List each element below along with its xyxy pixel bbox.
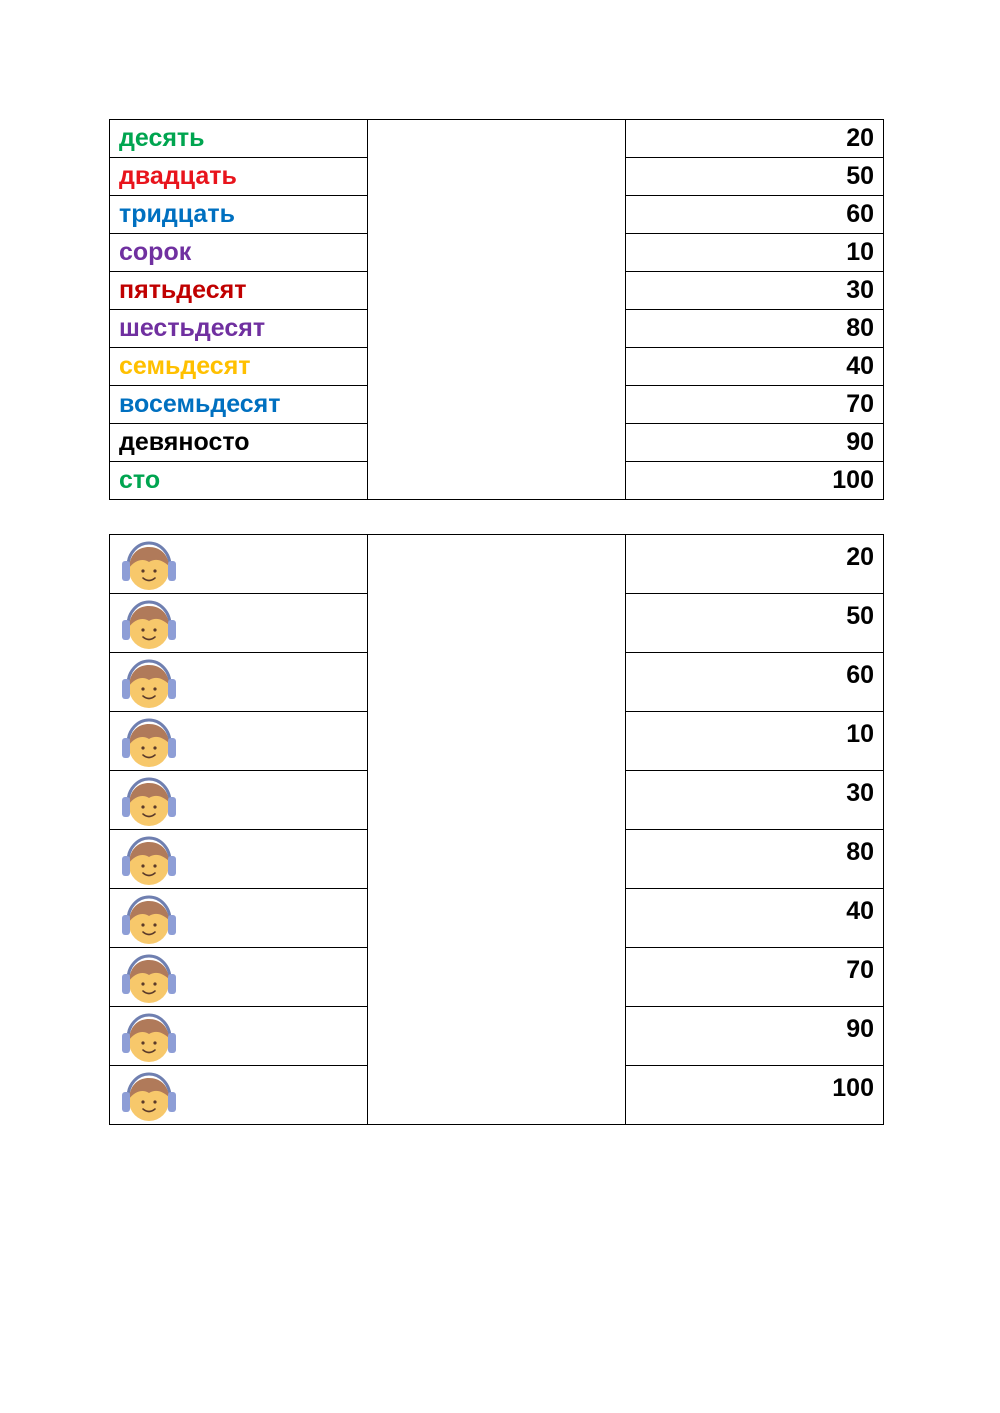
number-cell: 80	[626, 830, 884, 889]
audio-cell	[110, 771, 368, 830]
number-cell: 30	[626, 272, 884, 310]
number-cell: 20	[626, 120, 884, 158]
listening-face-icon[interactable]	[118, 536, 180, 594]
number-cell: 90	[626, 424, 884, 462]
listening-face-icon[interactable]	[118, 654, 180, 712]
number-cell: 40	[626, 889, 884, 948]
number-cell: 70	[626, 948, 884, 1007]
word-cell: девяносто	[110, 424, 368, 462]
number-cell: 10	[626, 712, 884, 771]
audio-cell	[110, 1007, 368, 1066]
number-cell: 60	[626, 653, 884, 712]
words-table	[109, 119, 884, 500]
word-cell: тридцать	[110, 196, 368, 234]
audio-cell	[110, 594, 368, 653]
listening-face-icon[interactable]	[118, 831, 180, 889]
number-cell: 80	[626, 310, 884, 348]
listening-face-icon[interactable]	[118, 713, 180, 771]
word-cell: восемьдесят	[110, 386, 368, 424]
number-cell: 40	[626, 348, 884, 386]
audio-cell	[110, 830, 368, 889]
listening-face-icon[interactable]	[118, 1008, 180, 1066]
number-cell: 100	[626, 462, 884, 500]
listening-face-icon[interactable]	[118, 772, 180, 830]
audio-cell	[110, 948, 368, 1007]
word-cell: семьдесят	[110, 348, 368, 386]
audio-cell	[110, 712, 368, 771]
number-cell: 60	[626, 196, 884, 234]
number-cell: 100	[626, 1066, 884, 1125]
audio-cell	[110, 889, 368, 948]
number-cell: 90	[626, 1007, 884, 1066]
word-cell: шестьдесят	[110, 310, 368, 348]
word-row	[110, 120, 884, 158]
audio-cell	[110, 653, 368, 712]
audio-row	[110, 535, 884, 594]
number-cell: 20	[626, 535, 884, 594]
number-cell: 10	[626, 234, 884, 272]
answer-column[interactable]	[368, 535, 626, 1125]
word-cell: сорок	[110, 234, 368, 272]
audio-cell	[110, 535, 368, 594]
listening-face-icon[interactable]	[118, 890, 180, 948]
number-cell: 50	[626, 594, 884, 653]
number-cell: 30	[626, 771, 884, 830]
listening-face-icon[interactable]	[118, 949, 180, 1007]
listening-face-icon[interactable]	[118, 1067, 180, 1125]
listening-face-icon[interactable]	[118, 595, 180, 653]
word-cell: двадцать	[110, 158, 368, 196]
word-cell: пятьдесят	[110, 272, 368, 310]
audio-cell	[110, 1066, 368, 1125]
answer-column[interactable]	[368, 120, 626, 500]
audio-table	[109, 534, 884, 1125]
number-cell: 50	[626, 158, 884, 196]
word-cell: сто	[110, 462, 368, 500]
number-cell: 70	[626, 386, 884, 424]
word-cell: десять	[110, 120, 368, 158]
